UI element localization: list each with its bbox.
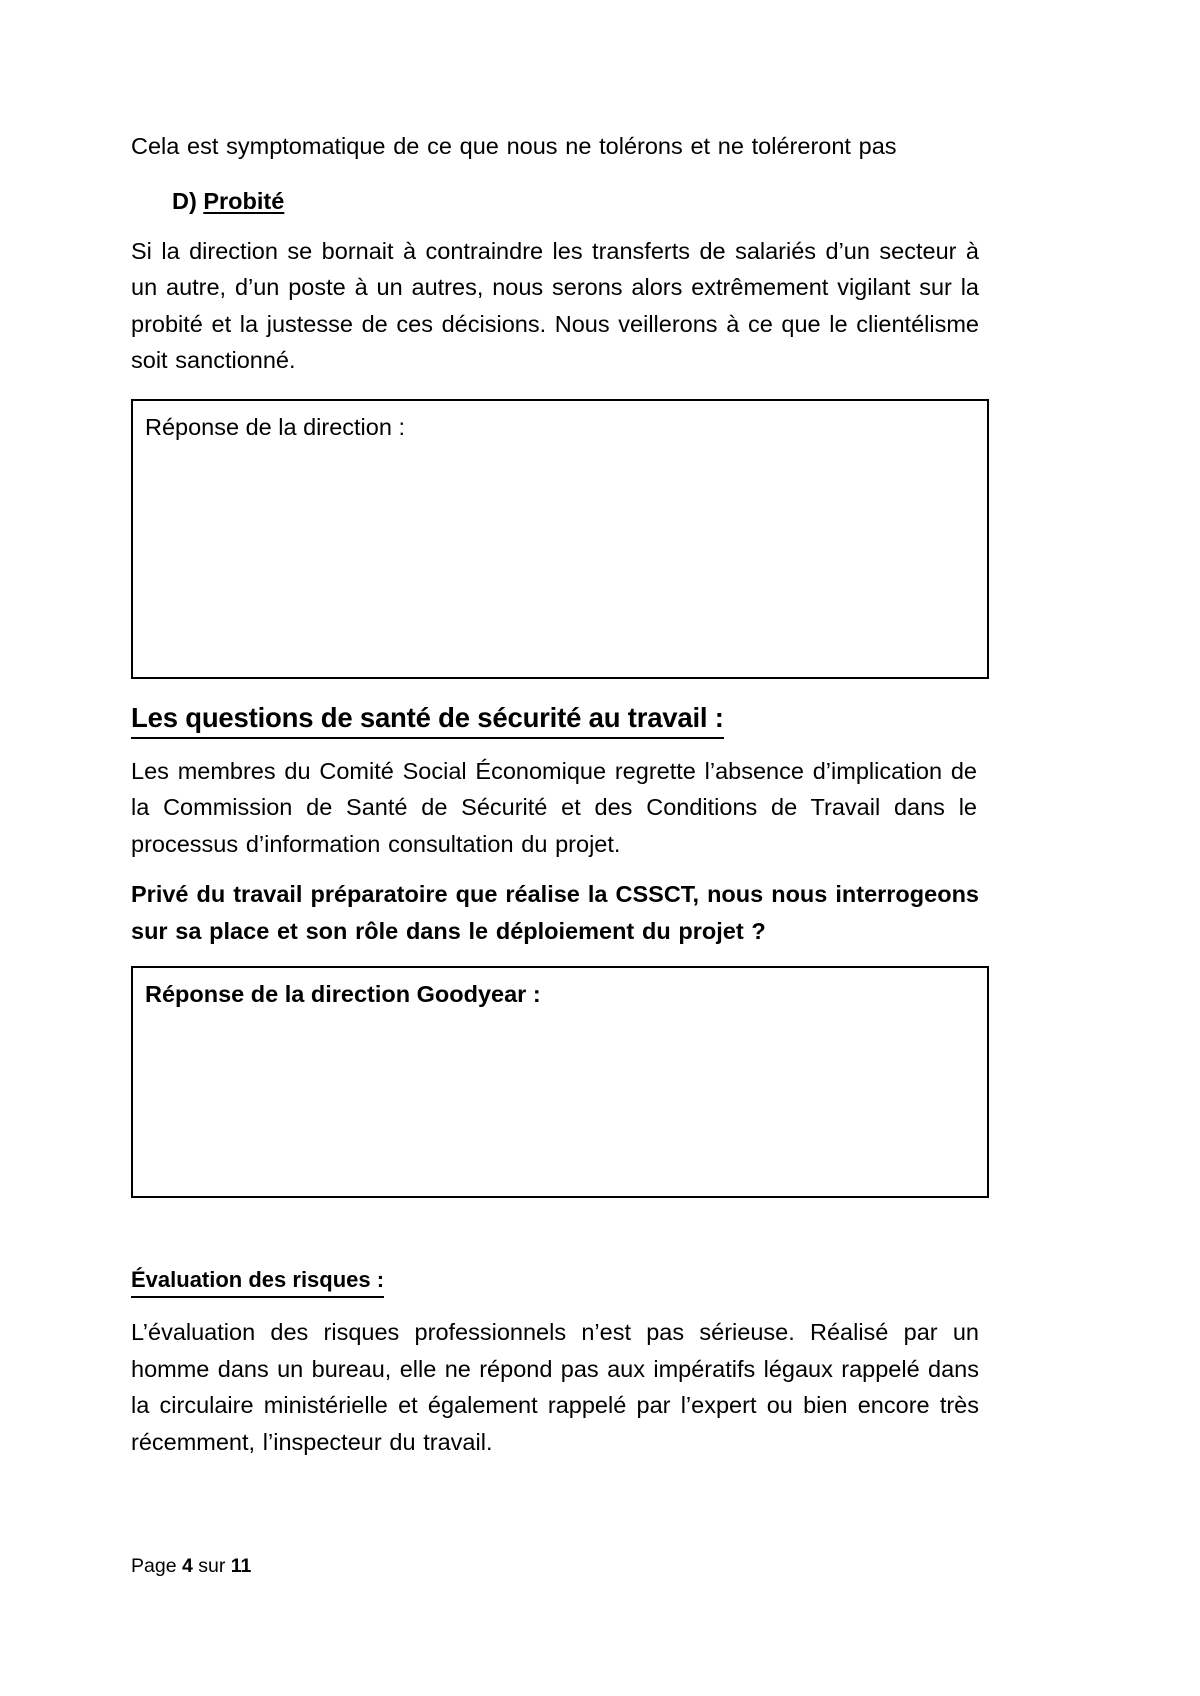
page-footer [131,1554,251,1578]
footer-total-pages: 11 [230,1555,252,1577]
subsection-title: Probité [203,187,285,214]
risques-heading-wrap [131,1265,989,1298]
section-heading: Les questions de santé de sécurité au travail : [131,700,724,739]
risques-paragraph: L’évaluation des risques professionnels n’est pas sérieuse. Réalisé par un homme dans un bureau, elle ne répond pas aux impératifs légaux rappelé dans la circulaire ministérielle et également rappelé par l’expert ou bien encore très récemment, l’inspecteur du travail. [131,1319,979,1455]
probite-paragraph: Si la direction se bornait à contraindre les transferts de salariés d’un secteur à un autre, d’un poste à un autres, nous serons alors extrêmement vigilant sur la probité et la justesse de ces décisions. Nous veillerons à ce que le clientélisme soit sanctionné. [131,237,979,373]
answer-box-direction[interactable] [131,399,989,679]
footer-separator: sur [192,1555,231,1577]
intro-paragraph: Cela est symptomatique de ce que nous ne tolérons et ne toléreront pas [131,133,897,159]
answer-box-direction-input[interactable] [145,443,975,663]
subsection-marker: D) [172,187,197,214]
cssct-question-paragraph: Privé du travail préparatoire que réalise la CSSCT, nous nous interrogeons sur sa place et son rôle dans le déploiement du projet ? [131,881,979,944]
footer-prefix: Page [131,1555,182,1577]
answer-box-goodyear-label: Réponse de la direction Goodyear : [145,981,541,1007]
section-heading-wrap [131,700,989,739]
answer-box-goodyear[interactable] [131,966,989,1198]
cse-paragraph: Les membres du Comité Social Économique regrette l’absence d’implication de la Commission de Santé de Sécurité et des Conditions de Travail dans le processus d’information consultation du projet. [131,757,977,857]
footer-current-page: 4 [181,1555,193,1577]
page-content [131,0,989,1460]
answer-box-goodyear-input[interactable] [145,1010,975,1185]
subsection-heading [131,184,989,218]
risques-heading: Évaluation des risques : [131,1265,384,1298]
answer-box-direction-label: Réponse de la direction : [145,413,405,440]
